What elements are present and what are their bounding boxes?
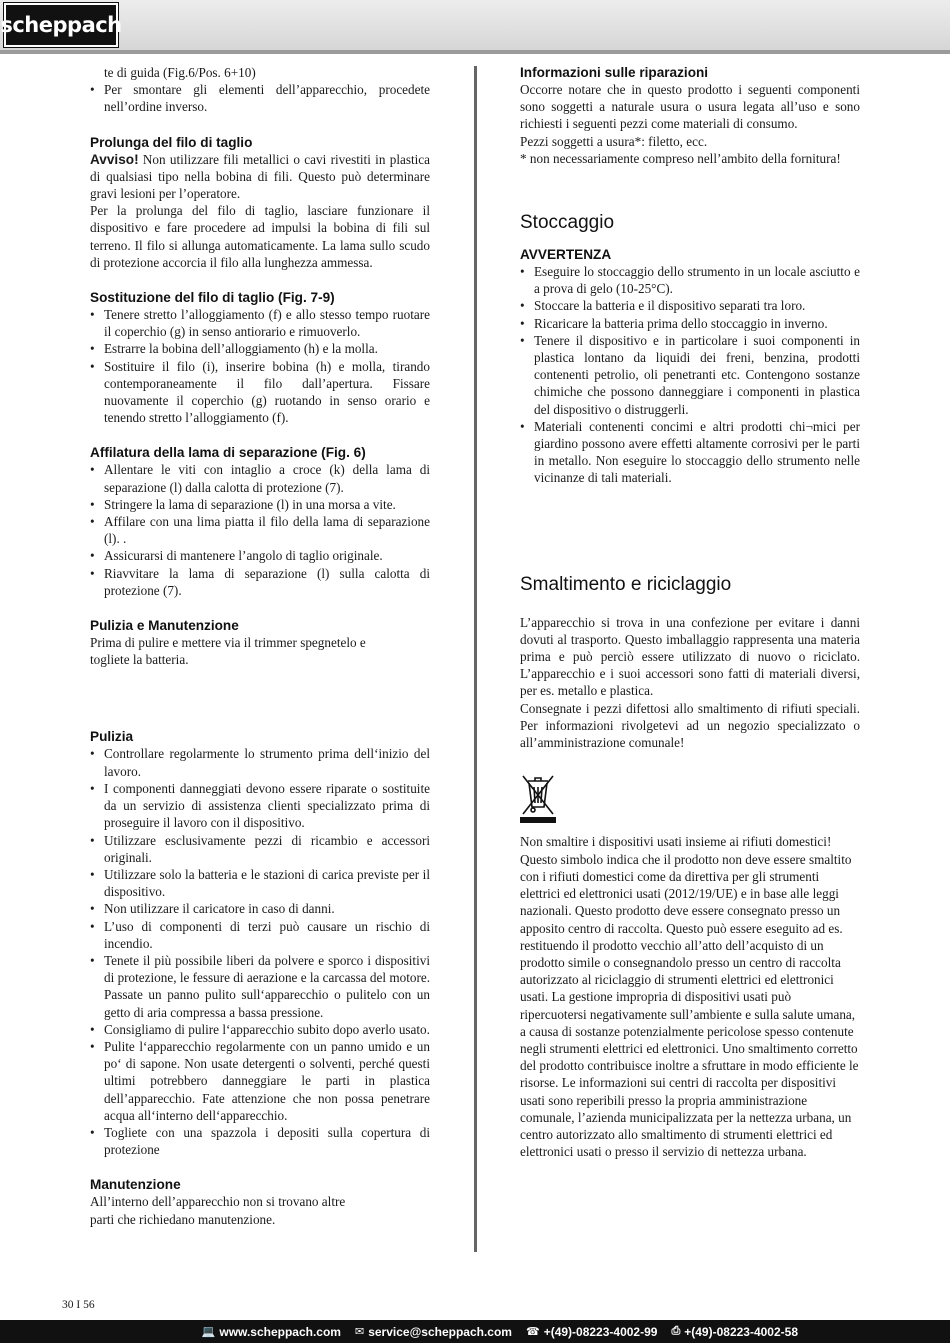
footer-email-text: service@scheppach.com (368, 1324, 512, 1339)
list-item: • Tenete il più possibile liberi da polvere e sporco i dispositivi di protezione, le fessure di aerazione e la carcassa del motore. Passate un panno pulito sull‘apparecchio o pulitelo con un getto di aria compressa a bassa pressione. (90, 952, 430, 1021)
sharpen-list (90, 461, 430, 599)
footer-email[interactable] (355, 1325, 512, 1339)
section-title-extension: Prolunga del filo di taglio (90, 134, 253, 150)
left-column (90, 64, 430, 1228)
list-item: • Pulite l‘apparecchio regolarmente con un panno umido e un po‘ di sapone. Non usate detergenti o solventi, perché questi ultimi potrebbero danneggiare le parti in plastica dell’apparecchio. Fate attenzione che non possa penetrare acqua all‘interno dell‘apparecchio. (90, 1038, 430, 1124)
crossed-out-wheelie-bin-icon (520, 773, 556, 823)
warning-label: Avviso! (90, 151, 139, 167)
header-bar (0, 0, 950, 54)
list-item: • Stoccare la batteria e il dispositivo separati tra loro. (520, 297, 860, 314)
list-item: • I componenti danneggiati devono essere riparate o sostituite da un servizio di assistenza clienti specializzato prima di proseguire il lavoro con il dispositivo. (90, 780, 430, 832)
footer-web-text: www.scheppach.com (219, 1324, 341, 1339)
weee-text: Non smaltire i dispositivi usati insieme ai rifiuti domestici! Questo simbolo indica che il prodotto non deve essere smaltito con i rifiuti domestici come da direttiva per gli strumenti elettrici ed elettronici usati (2012/19/UE) e in base alle leggi nazionali. Questo prodotto deve essere consegnato presso un apposito centro di raccolta. Questo può essere eseguito ad es. restituendo il prodotto vecchio all’atto dell’acquisto di un prodotto simile o consegnandolo presso un centro di raccolta autorizzato al riciclaggio di strumenti elettrici ed elettronici usati. La gestione impropria di dispositivi usati può ripercuotersi negativamente sull’ambiente e sulla salute umana, a causa di sostanze potenzialmente pericolose spesso contenute negli strumenti elettrici ed elettronici. Uno smaltimento corretto del prodotto contribuisce inoltre a sfruttare in modo efficiente le risorse. Le informazioni sui centri di raccolta per dispositivi usati sono reperibili presso la propria amministrazione comunale, l’azienda municipalizzata per la nettezza urbana, un centro autorizzato allo smaltimento di strumenti elettrici ed elettronici usati o presso il servizio di nettezza urbana. (520, 834, 859, 1160)
replace-list (90, 306, 430, 426)
page-number: 30 I 56 (62, 1299, 95, 1311)
warning-text: Non utilizzare fili metallici o cavi rivestiti in plastica di qualsiasi tipo nella bobina di fili. Questo può determinare gravi lesioni per l’operatore. (90, 151, 430, 202)
repairs-text: Occorre notare che in questo prodotto i seguenti componenti sono soggetti a naturale usura o usura legata all’uso e sono richiesti i seguenti pezzi come materiali di consumo. (520, 82, 860, 132)
list-item: • Controllare regolarmente lo strumento prima dell‘inizio del lavoro. (90, 745, 430, 779)
footer-phone (526, 1325, 657, 1339)
column-divider (474, 66, 477, 1252)
care-text: Prima di pulire e mettere via il trimmer spegnetelo e togliete la batteria. (90, 635, 366, 668)
section-title-maintenance: Manutenzione (90, 1177, 181, 1193)
footer-fax (671, 1325, 798, 1339)
section-title-repairs: Informazioni sulle riparazioni (520, 65, 709, 80)
footer-phone-text: +(49)-08223-4002-99 (543, 1324, 658, 1339)
extension-text: Per la prolunga del filo di taglio, lasciare funzionare il dispositivo e fare procedere ad impulsi la bobina di fili sul terreno. Il filo si allunga automaticamente. La lama sullo scudo di protezione accorcia il filo alla lunghezza ammessa. (90, 203, 430, 270)
list-item: • Utilizzare solo la batteria e le stazioni di carica previste per il dispositivo. (90, 866, 430, 900)
maintenance-text: All’interno dell’apparecchio non si trovano altre parti che richiedano manutenzione. (90, 1194, 346, 1227)
mail-icon: ✉ (354, 1326, 365, 1338)
list-item: • Stringere la lama di separazione (l) in una morsa a vite. (90, 496, 430, 513)
section-title-disposal: Smaltimento e riciclaggio (520, 573, 732, 595)
list-item: • Riavvitare la lama di separazione (l) sulla calotta di protezione (7). (90, 565, 430, 599)
list-item: • Utilizzare esclusivamente pezzi di ricambio e accessori originali. (90, 832, 430, 866)
brand-logo: scheppach (4, 3, 118, 47)
list-item: • Eseguire lo stoccaggio dello strumento in un locale asciutto e a prova di gelo (10-25°C). (520, 263, 860, 297)
list-item: • Materiali contenenti concimi e altri prodotti chi¬mici per giardino possono avere effetti altamente corrosivi per le parti in metallo. Non eseguire lo stoccaggio dello strumento nelle vicinanze di tali materiali. (520, 418, 860, 487)
list-item: • Per smontare gli elementi dell’apparecchio, procedete nell’ordine inverso. (90, 81, 430, 115)
list-item: • Non utilizzare il caricatore in caso di danni. (90, 900, 430, 917)
list-item: • Assicurarsi di mantenere l’angolo di taglio originale. (90, 547, 430, 564)
storage-list (520, 263, 860, 487)
extension-warning (90, 151, 430, 203)
section-title-storage: Stoccaggio (520, 212, 615, 234)
repairs-note: * non necessariamente compreso nell’ambito della fornitura! (520, 150, 841, 166)
phone-icon: ☎ (525, 1326, 540, 1338)
disposal-text-2: Consegnate i pezzi difettosi allo smaltimento di rifiuti speciali. Per informazioni rivolgetevi ad un negozio specializzato o all’amministrazione comunale! (520, 700, 860, 751)
repairs-wear: Pezzi soggetti a usura*: filetto, ecc. (520, 133, 708, 149)
section-title-replace: Sostituzione del filo di taglio (Fig. 7-9) (90, 290, 335, 306)
list-item: • Togliete con una spazzola i depositi sulla copertura di protezione (90, 1124, 430, 1158)
disposal-text-1: L’apparecchio si trova in una confezione per evitare i danni dovuti al trasporto. Questo imballaggio rappresenta una materia prima e può perciò essere utilizzato di nuovo o riciclato. L’apparecchio e i suoi accessori sono fatti di materiali diversi, per es. metallo e plastica. (520, 614, 860, 699)
list-item: • Estrarre la bobina dell’alloggiamento (h) e la molla. (90, 340, 430, 357)
section-title-sharpen: Affilatura della lama di separazione (Fig. 6) (90, 445, 366, 461)
storage-warning-title: AVVERTENZA (520, 247, 612, 263)
footer-fax-text: +(49)-08223-4002-58 (684, 1324, 798, 1339)
intro-list (90, 81, 430, 115)
intro-line: te di guida (Fig.6/Pos. 6+10) (104, 65, 256, 80)
list-item: • Tenere stretto l’alloggiamento (f) e allo stesso tempo ruotare il coperchio (g) in senso antiorario e rimuoverlo. (90, 306, 430, 340)
list-item: • Sostituire il filo (i), inserire bobina (h) e molla, tirando contemporaneamente il filo dall’apertura. Fissare nuovamente il coperchio (g) ruotando in senso orario e tenendo stretto l’alloggiamento (f). (90, 358, 430, 427)
section-title-cleaning: Pulizia (90, 729, 134, 745)
list-item: • Consigliamo di pulire l‘apparecchio subito dopo averlo usato. (90, 1021, 430, 1038)
section-title-care: Pulizia e Manutenzione (90, 618, 239, 634)
cleaning-list (90, 745, 430, 1158)
list-item: • L’uso di componenti di terzi può causare un rischio di incendio. (90, 918, 430, 952)
list-item: • Allentare le viti con intaglio a croce (k) della lama di separazione (l) dalla calotta di protezione (7). (90, 461, 430, 495)
footer-bar (0, 1320, 950, 1343)
list-item: • Ricaricare la batteria prima dello stoccaggio in inverno. (520, 315, 860, 332)
fax-icon: ⎙ (671, 1325, 681, 1337)
list-item: • Tenere il dispositivo e in particolare i suoi componenti in plastica lontano da liquidi dei freni, benzina, prodotti contenenti petrolio, oli penetranti etc. Contengono sostanze chimiche che possono danneggiare i componenti in plastica del dispositivo o distruggerli. (520, 332, 860, 418)
right-column (520, 64, 860, 1160)
list-item: • Affilare con una lima piatta il filo della lama di separazione (l). . (90, 513, 430, 547)
footer-web[interactable] (202, 1325, 341, 1339)
monitor-icon: 💻 (201, 1326, 216, 1338)
